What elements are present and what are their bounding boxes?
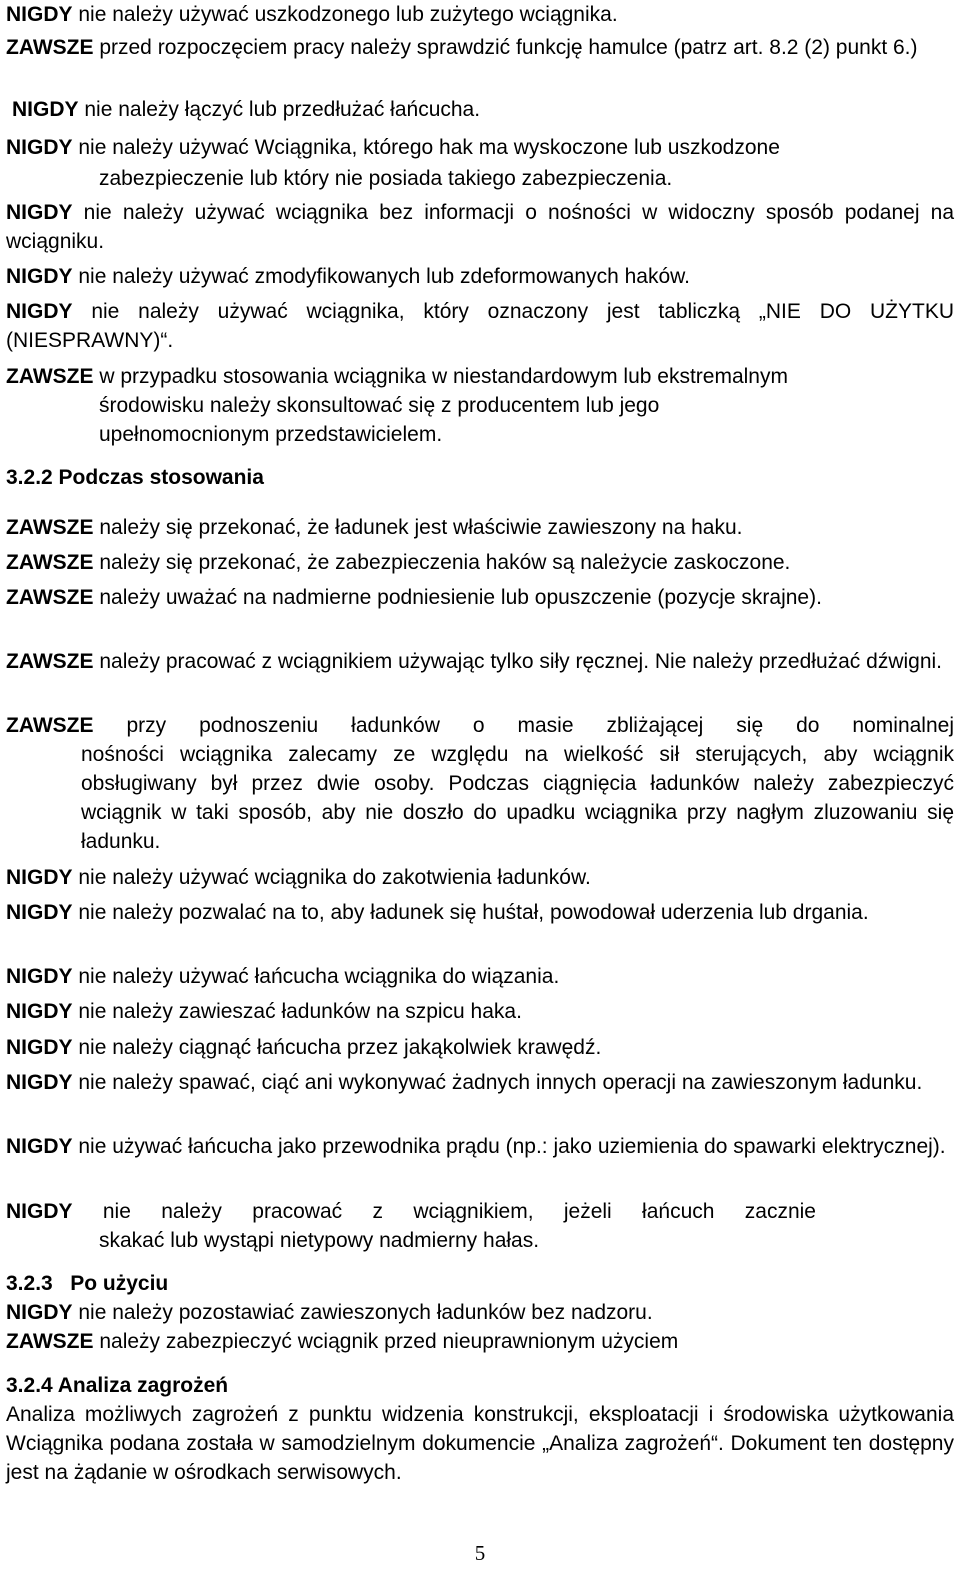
rule-item xyxy=(6,711,954,861)
rule-item xyxy=(6,1298,954,1327)
rule-keyword: NIGDY xyxy=(6,1000,73,1023)
rule-item xyxy=(6,1327,954,1356)
rule-text: przy podnoszeniu ładunków o masie zbliżającej się do nominalnej xyxy=(93,714,954,737)
rule-text-continuation: upełnomocnionym przedstawicielem. xyxy=(99,423,443,446)
rule-item xyxy=(6,997,954,1026)
rule-item xyxy=(6,198,954,256)
section-heading: 3.2.2 Podczas stosowania xyxy=(6,466,264,489)
rule-item xyxy=(6,133,954,193)
rule-text-continuation: skakać lub wystąpi nietypowy nadmierny hałas. xyxy=(99,1229,540,1252)
rule-item xyxy=(6,1197,816,1257)
rule-keyword: NIGDY xyxy=(6,300,73,323)
rule-keyword: ZAWSZE xyxy=(6,365,94,388)
rule-item xyxy=(6,898,954,927)
rule-text: nie należy używać uszkodzonego lub zużytego wciągnika. xyxy=(72,3,618,26)
rule-text-continuation: nośności wciągnika zalecamy ze względu na wielkość sił sterujących, aby wciągnik obsługiwany był przez dwie osoby. Podczas ciągnięcia ładunków należy zabezpieczyć wciągnik w taki sposób, aby nie doszło do upadku wciągnika przy nagłym zluzowaniu się ładunku. xyxy=(81,743,954,853)
rule-text: nie należy pracować z wciągnikiem, jeżeli łańcuch zacznie xyxy=(72,1200,816,1223)
rule-text-continuation: zabezpieczenie lub który nie posiada takiego zabezpieczenia. xyxy=(99,167,673,190)
rule-keyword: ZAWSZE xyxy=(6,1330,94,1353)
rule-keyword: ZAWSZE xyxy=(6,516,94,539)
rule-text: nie należy spawać, ciąć ani wykonywać żadnych innych operacji na zawieszonym ładunku. xyxy=(72,1071,923,1094)
rule-text: nie należy pozostawiać zawieszonych ładunków bez nadzoru. xyxy=(72,1301,653,1324)
rule-text: nie należy używać zmodyfikowanych lub zdeformowanych haków. xyxy=(72,265,690,288)
rule-text: nie należy używać wciągnika do zakotwienia ładunków. xyxy=(72,866,591,889)
rule-text: przed rozpoczęciem pracy należy sprawdzić funkcję hamulce (patrz art. 8.2 (2) punkt 6.) xyxy=(93,36,918,59)
rule-item xyxy=(6,513,954,542)
rule-item xyxy=(12,95,960,124)
rule-text: należy się przekonać, że zabezpieczenia haków są należycie zaskoczone. xyxy=(93,551,791,574)
rule-keyword: NIGDY xyxy=(12,98,79,121)
rule-keyword: NIGDY xyxy=(6,1036,73,1059)
rule-item xyxy=(6,863,954,892)
rule-item xyxy=(6,33,954,62)
rule-keyword: NIGDY xyxy=(6,1071,73,1094)
rule-keyword: NIGDY xyxy=(6,136,73,159)
rule-item xyxy=(6,962,954,991)
rule-item xyxy=(6,1033,954,1062)
rule-keyword: ZAWSZE xyxy=(6,36,94,59)
rule-keyword: ZAWSZE xyxy=(6,586,94,609)
rule-text: należy pracować z wciągnikiem używając tylko siły ręcznej. Nie należy przedłużać dźwigni. xyxy=(93,650,943,673)
rule-text: nie należy zawieszać ładunków na szpicu haka. xyxy=(72,1000,522,1023)
rule-text: należy uważać na nadmierne podniesienie lub opuszczenie (pozycje skrajne). xyxy=(93,586,822,609)
rule-keyword: ZAWSZE xyxy=(6,551,94,574)
rule-keyword: NIGDY xyxy=(6,1200,73,1223)
rule-item xyxy=(6,647,954,676)
rule-item xyxy=(6,297,954,355)
rule-text-continuation: środowisku należy skonsultować się z producentem lub jego xyxy=(99,394,660,417)
section-heading: 3.2.3 Po użyciu xyxy=(6,1272,169,1295)
rule-keyword: NIGDY xyxy=(6,201,73,224)
rule-text: nie należy używać Wciągnika, którego hak ma wyskoczone lub uszkodzone xyxy=(72,136,780,159)
rule-text: należy się przekonać, że ładunek jest właściwie zawieszony na haku. xyxy=(93,516,743,539)
hazard-paragraph: Analiza możliwych zagrożeń z punktu widzenia konstrukcji, eksploatacji i środowiska użytkowania Wciągnika podana została w samodzielnym dokumencie „Analiza zagrożeń“. Dokument ten dostępny jest na żądanie w ośrodkach serwisowych. xyxy=(6,1403,954,1484)
rule-item xyxy=(6,583,954,612)
rule-text: nie należy używać wciągnika bez informacji o nośności w widoczny sposób podanej na wciągniku. xyxy=(6,201,954,253)
rule-keyword: NIGDY xyxy=(6,265,73,288)
rule-text: nie należy ciągnąć łańcucha przez jakąkolwiek krawędź. xyxy=(72,1036,602,1059)
rule-text: nie należy używać wciągnika, który oznaczony jest tabliczką „NIE DO UŻYTKU (NIESPRAWNY)“. xyxy=(6,300,954,352)
rule-text: nie należy pozwalać na to, aby ładunek się huśtał, powodował uderzenia lub drgania. xyxy=(72,901,869,924)
rule-item xyxy=(6,548,954,577)
rule-keyword: NIGDY xyxy=(6,901,73,924)
rule-keyword: ZAWSZE xyxy=(6,650,94,673)
page-number: 5 xyxy=(474,1541,486,1565)
rule-item xyxy=(6,0,954,29)
rule-text: nie należy używać łańcucha wciągnika do wiązania. xyxy=(72,965,560,988)
rule-keyword: NIGDY xyxy=(6,866,73,889)
rule-text: w przypadku stosowania wciągnika w niestandardowym lub ekstremalnym xyxy=(93,365,788,388)
rule-text: należy zabezpieczyć wciągnik przed nieuprawnionym użyciem xyxy=(93,1330,679,1353)
rule-text: nie używać łańcucha jako przewodnika prądu (np.: jako uziemienia do spawarki elektrycznej). xyxy=(72,1135,946,1158)
rule-item xyxy=(6,262,954,291)
rule-keyword: NIGDY xyxy=(6,965,73,988)
rule-item xyxy=(6,1132,954,1161)
rule-keyword: NIGDY xyxy=(6,1301,73,1324)
rule-keyword: NIGDY xyxy=(6,1135,73,1158)
rule-keyword: NIGDY xyxy=(6,3,73,26)
rule-keyword: ZAWSZE xyxy=(6,714,94,737)
rule-item xyxy=(6,1068,954,1097)
rule-item xyxy=(6,362,954,452)
rule-text: nie należy łączyć lub przedłużać łańcucha. xyxy=(78,98,481,121)
section-heading: 3.2.4 Analiza zagrożeń xyxy=(6,1374,229,1397)
